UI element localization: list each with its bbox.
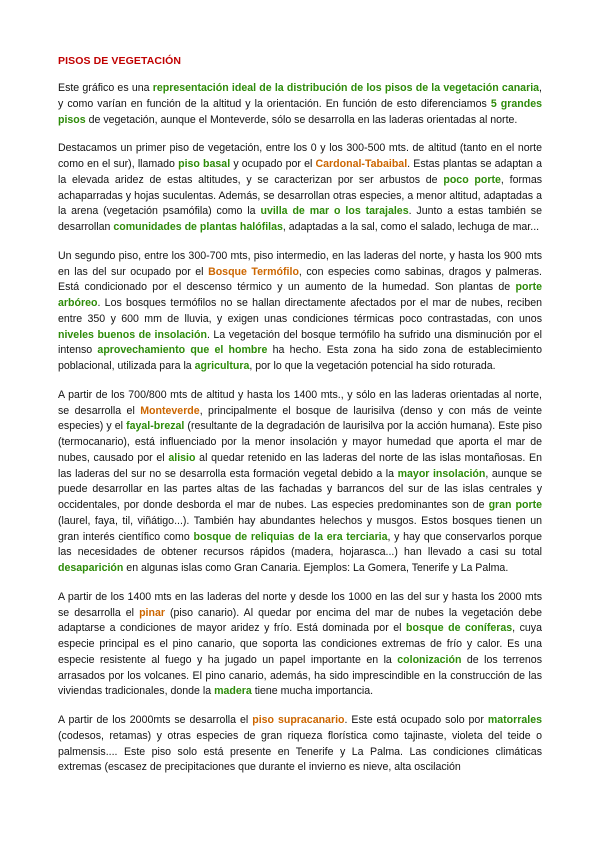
highlight-term: porte arbóreo (58, 281, 542, 309)
text-run: de vegetación, aunque el Monteverde, sólo se desarrolla en las laderas orientadas al norte. (85, 113, 518, 126)
text-run: , adaptadas a la sal, como el salado, lechuga de mar... (282, 221, 540, 233)
text-run: . Este está ocupado solo por (344, 714, 488, 726)
text-run: , cuya especie principal es el pino canario, que soporta las condiciones extremas de frío y calor. Es una especie resistente al fuego y ha jugado un papel importante en la (58, 622, 542, 666)
text-run: (codesos, retamas) y otras especies de gran riqueza florística como tajinaste, violeta del teide o palmensis.... Este piso solo está presente en Tenerife y La Palma. Las condiciones climáticas extremas (escasez de precipitaciones que durante el invierno es nieve, alta oscilación (58, 729, 542, 774)
text-run: en algunas islas como Gran Canaria. Ejemplos: La Gomera, Tenerife y La Palma. (123, 562, 509, 574)
highlight-term: madera (214, 685, 252, 698)
text-run: al quedar retenido en las laderas del norte de las islas montañosas. En las laderas del sur no se desarrolla esta formación vegetal debido a la (58, 451, 542, 480)
text-run: . Junto a estas también se desarrollan (58, 205, 542, 233)
highlight-term: colonización (397, 653, 462, 666)
text-run: , principalmente el bosque de laurisilva (denso y con más de veinte especies) y el (58, 404, 542, 433)
paragraph-bosque-termofilo (58, 249, 542, 375)
paragraph-piso-basal (58, 141, 542, 236)
text-run: y ocupado por el (230, 158, 316, 170)
vegetation-name: Cardonal-Tabaibal (315, 158, 408, 170)
text-run: A partir de los 1400 mts en las laderas del norte y desde los 1000 en las del sur y hasta los 2000 mts se desarrolla el (58, 590, 542, 619)
highlight-term: gran porte (488, 499, 542, 511)
highlight-term: mayor insolación (397, 467, 486, 480)
text-run: ha hecho. Esta zona ha sido zona de establecimiento poblacional, utilizada para la (58, 344, 542, 372)
highlight-term: agricultura (194, 360, 250, 372)
highlight-term: poco porte (443, 173, 501, 186)
paragraph-intro (58, 81, 542, 128)
text-run: Un segundo piso, entre los 300-700 mts, piso intermedio, en las laderas del norte, y hasta los 900 mts en las del sur ocupado por el (58, 249, 542, 278)
text-run: A partir de los 2000mts se desarrolla el (58, 714, 253, 726)
text-run: (piso canario). Al quedar por encima del mar de nubes la vegetación debe adaptarse a condiciones de mayor aridez y frío. Está dominada por el (58, 606, 542, 635)
text-run: (resultante de la degradación de laurisilva por la acción humana). Este piso (termocanario), está influenciado por la menor insolación y mayor humedad que aporta el mar de nubes, causado por el (58, 420, 542, 464)
highlight-term: 5 grandes pisos (58, 97, 542, 126)
vegetation-name: piso supracanario (252, 714, 345, 726)
paragraph-monteverde (58, 388, 542, 577)
text-run: , con especies como sabinas, dragos y palmeras. Está condicionado por el descenso térmico y un aumento de la humedad. Son plantas de (58, 265, 542, 294)
text-run: Este gráfico es una (58, 82, 153, 94)
text-run: , y hay que conservarlos porque las necesidades de obtener recursos rápidos (madera, hojarasca...) han llevado a casi su total (58, 530, 543, 559)
text-run: , y como varían en función de la altitud y la orientación. En función de esto diferenciamos (58, 82, 542, 110)
page-title: PISOS DE VEGETACIÓN (58, 55, 182, 67)
highlight-term: comunidades de plantas halófilas (113, 221, 283, 233)
text-run: , por lo que la vegetación potencial ha sido roturada. (249, 360, 496, 372)
text-run: Destacamos un primer piso de vegetación, entre los 0 y los 300-500 mts. de altitud (tanto en el norte como en el sur), llamado (58, 142, 542, 170)
text-run: . Los bosques termófilos no se hallan directamente afectados por el mar de nubes, reciben entre 350 y 600 mm de lluvia, y exigen unas condiciones térmicas poco contrastadas, con unos (58, 297, 542, 325)
paragraph-pinar (58, 590, 542, 700)
highlight-term: aprovechamiento que el hombre (97, 344, 268, 357)
highlight-term: bosque de reliquias de la era terciaria (193, 530, 388, 543)
paragraph-supracanario (58, 713, 542, 776)
highlight-term: bosque de coníferas (406, 622, 513, 635)
text-run: de los terrenos arrasados por los volcanes. El pino canario, además, ha sido imprescindible en la construcción de las viviendas tradicionales, donde la (58, 653, 542, 698)
text-run: A partir de los 700/800 mts de altitud y hasta los 1400 mts., y sólo en las laderas orientadas al norte, se desarrolla el (58, 388, 542, 417)
vegetation-name: Bosque Termófilo (208, 265, 299, 278)
vegetation-name: Monteverde (140, 404, 200, 417)
highlight-term: representación ideal de la distribución de los pisos de la vegetación canaria (152, 82, 540, 94)
text-run: , aunque se puede desarrollar en las partes altas de las fachadas y barrancos del sur de las islas centrales y occidentales, por donde desborda el mar de nubes. Las especies predominantes son de (58, 467, 543, 511)
highlight-term: niveles buenos de insolación (58, 328, 207, 341)
highlight-term: fayal-brezal (126, 420, 185, 433)
highlight-term: uvilla de mar o los tarajales (260, 205, 409, 218)
highlight-term: matorrales (487, 714, 543, 726)
highlight-term: alisio (168, 451, 196, 464)
highlight-term: piso basal (178, 158, 231, 170)
text-run: , formas achaparradas y hojas suculentas. Además, se desarrollan otras especies, a menor altitud, adaptadas a la arena (vegetación psamófila) como la (58, 173, 543, 218)
highlight-term: desaparición (58, 562, 124, 574)
text-run: . Estas plantas se adaptan a la elevada aridez de estas altitudes, y se caracterizan por ser arbustos de (58, 158, 542, 186)
vegetation-name: pinar (139, 606, 165, 619)
text-run: (laurel, faya, til, viñátigo...). También hay abundantes helechos y musgos. Estos bosques tienen un gran interés científico como (58, 514, 542, 543)
text-run: tiene mucha importancia. (251, 685, 374, 698)
text-run: . La vegetación del bosque termófilo ha sufrido una disminución por el intenso (58, 328, 542, 357)
